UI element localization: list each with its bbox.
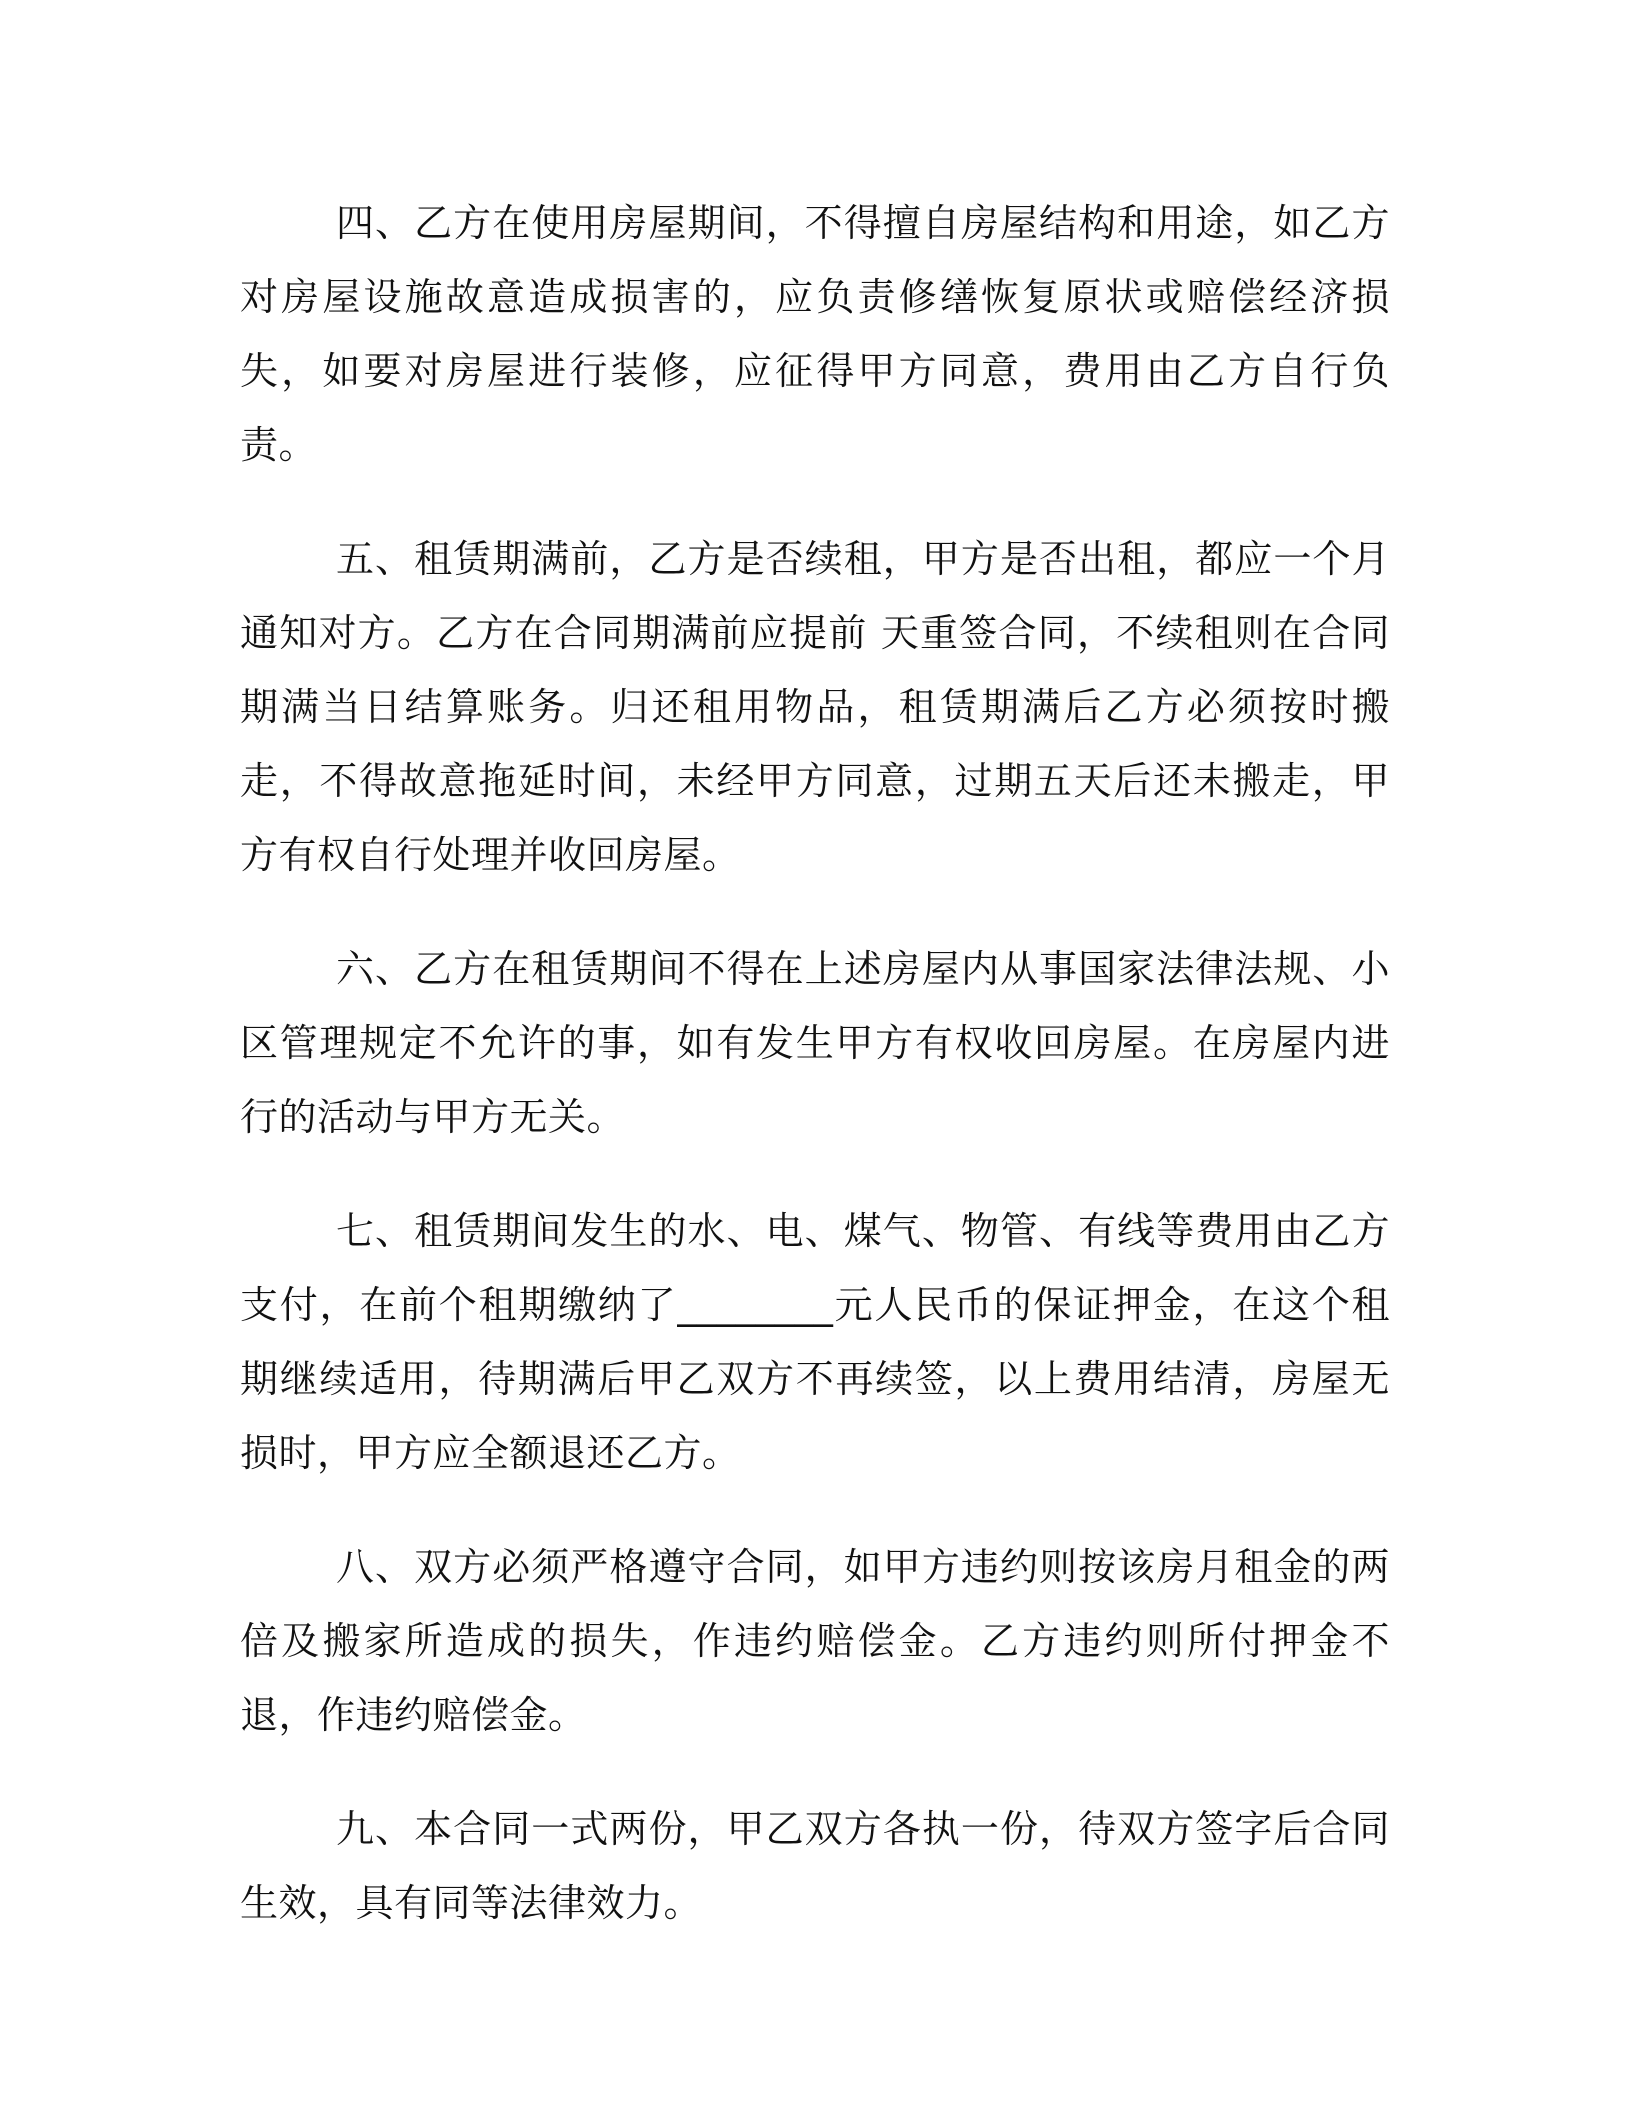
clause-9: 九、本合同一式两份，甲乙双方各执一份，待双方签字后合同生效，具有同等法律效力。 [240, 1807, 1390, 1925]
clause-4: 四、乙方在使用房屋期间，不得擅自房屋结构和用途，如乙方对房屋设施故意造成损害的，应负责修缮恢复原状或赔偿经济损失，如要对房屋进行装修，应征得甲方同意，费用由乙方自行负责。 [240, 201, 1390, 467]
clause-6: 六、乙方在租赁期间不得在上述房屋内从事国家法律法规、小区管理规定不允许的事，如有发生甲方有权收回房屋。在房屋内进行的活动与甲方无关。 [240, 947, 1390, 1139]
clause-7: 七、租赁期间发生的水、电、煤气、物管、有线等费用由乙方支付，在前个租期缴纳了________元人民币的保证押金，在这个租期继续适用，待期满后甲乙双方不再续签，以上费用结清，房屋无损时，甲方应全额退还乙方。 [240, 1209, 1390, 1475]
clause-8: 八、双方必须严格遵守合同，如甲方违约则按该房月租金的两倍及搬家所造成的损失，作违约赔偿金。乙方违约则所付押金不退，作违约赔偿金。 [240, 1545, 1390, 1737]
contract-body [240, 186, 1390, 1980]
clause-5: 五、租赁期满前，乙方是否续租，甲方是否出租，都应一个月通知对方。乙方在合同期满前应提前 天重签合同，不续租则在合同期满当日结算账务。归还租用物品，租赁期满后乙方必须按时搬走，不得故意拖延时间，未经甲方同意，过期五天后还未搬走，甲方有权自行处理并收回房屋。 [240, 537, 1390, 877]
